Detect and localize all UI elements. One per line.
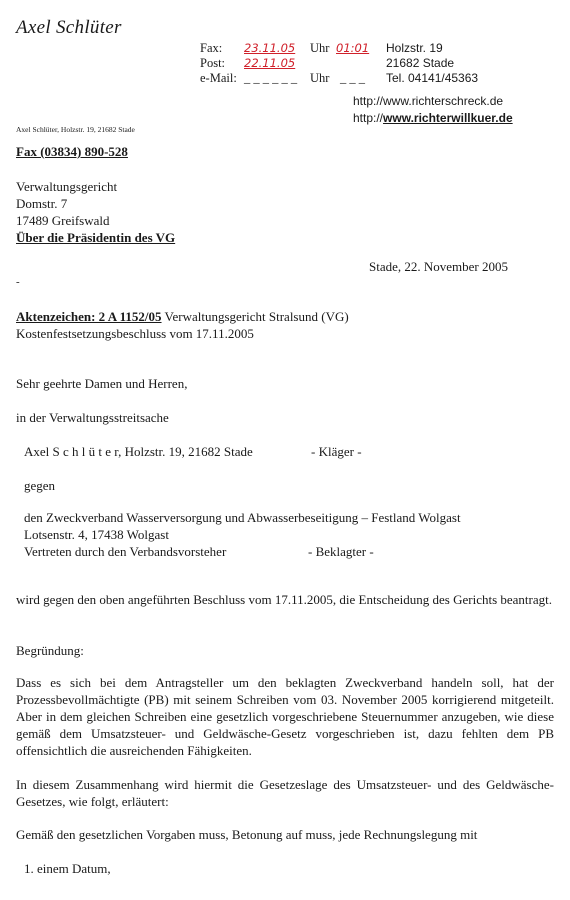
reasons-paragraph-3: Gemäß den gesetzlichen Vorgaben muss, Betonung auf muss, jede Rechnungslegung mit	[16, 827, 478, 842]
contact-block	[200, 41, 520, 86]
email-row	[200, 71, 520, 86]
phone: Tel. 04141/45363	[386, 71, 479, 85]
recipient-line-3: 17489 Greifswald	[16, 213, 110, 228]
court-name: Verwaltungsgericht Stralsund (VG)	[161, 309, 349, 324]
fax-handwritten-date: 23.11.05	[244, 41, 296, 55]
post-row	[200, 56, 520, 71]
subject-line-2: Kostenfestsetzungsbeschluss vom 17.11.2005	[16, 326, 254, 341]
defendant-tag: - Beklagter -	[308, 544, 374, 559]
email-blank-date: _ _ _ _ _ _	[244, 71, 298, 85]
plaintiff-tag: - Kläger -	[311, 444, 362, 459]
subject-line-1	[16, 308, 349, 325]
return-address: Axel Schlüter, Holzstr. 19, 21682 Stade	[16, 125, 135, 134]
defendant-line-1: den Zweckverband Wasserversorgung und Abwasserbeseitigung – Festland Wolgast	[24, 510, 461, 525]
fax-handwritten-time: 01:01	[336, 41, 370, 55]
recipient-line-4: Über die Präsidentin des VG	[16, 230, 176, 245]
plaintiff-name: Axel S c h l ü t e r, Holzstr. 19, 21682 Stade	[24, 444, 253, 459]
salutation: Sehr geehrte Damen und Herren,	[16, 376, 188, 391]
city: 21682 Stade	[386, 56, 455, 70]
reasons-paragraph-1: Dass es sich bei dem Antragsteller um den beklagten Zweckverband handeln soll, hat der Prozessbevollmächtigte (PB) mit seinem Schreiben vom 03. November 2005 korrigierend mitgeteilt. Aber in dem gleichen Schreiben eine gesetzlich vorgeschriebene Steuernummer anzugeben, wie diese gemäß dem Umsatzsteuer- und Geldwäsche-Gesetz vorgeschrieben ist, dazu fehlten dem PB offensichtlich die ausreichenden Fähigkeiten.	[16, 675, 554, 758]
against-word: gegen	[24, 478, 56, 493]
place-date: Stade, 22. November 2005	[369, 259, 509, 274]
url2-prefix: http://	[353, 111, 384, 125]
fax-label: Fax:	[200, 41, 223, 55]
list-item-1: 1. einem Datum,	[24, 861, 111, 876]
website-link-2[interactable]	[353, 111, 513, 125]
sender-name: Axel Schlüter	[16, 17, 122, 38]
defendant-block	[24, 509, 554, 560]
email-blank-time: _ _ _	[340, 71, 365, 85]
post-handwritten-date: 22.11.05	[244, 56, 296, 70]
url2-domain: www.richterwillkuer.de	[383, 111, 513, 125]
email-label: e-Mail:	[200, 71, 237, 85]
fax-row	[200, 41, 520, 56]
reasons-paragraph-2: In diesem Zusammenhang wird hiermit die Gesetzeslage des Umsatzsteuer- und des Geldwäsche-Gesetzes, wie folgt, erläutert:	[16, 777, 554, 809]
website-link-1[interactable]: http://www.richterschreck.de	[353, 94, 504, 108]
fax-uhr-label: Uhr	[310, 41, 330, 55]
recipient-line-2: Domstr. 7	[16, 196, 68, 211]
recipient-address	[16, 178, 175, 246]
reasons-heading: Begründung:	[16, 643, 84, 658]
recipient-line-1: Verwaltungsgericht	[16, 179, 118, 194]
email-uhr-label: Uhr	[310, 71, 330, 85]
subject-block	[16, 308, 349, 342]
defendant-line-3: Vertreten durch den Verbandsvorsteher	[24, 544, 227, 559]
street: Holzstr. 19	[386, 41, 443, 55]
defendant-line-2: Lotsenstr. 4, 17438 Wolgast	[24, 527, 169, 542]
plaintiff-line	[24, 443, 544, 460]
defendant-line-3-row	[24, 543, 554, 560]
post-label: Post:	[200, 56, 226, 70]
separator-dash: -	[16, 276, 20, 288]
request-paragraph: wird gegen den oben angeführten Beschluss vom 17.11.2005, die Entscheidung des Gerichts beantragt.	[16, 592, 552, 607]
fax-number: Fax (03834) 890-528	[16, 144, 128, 159]
case-reference: Aktenzeichen: 2 A 1152/05	[16, 309, 162, 324]
intro-line: in der Verwaltungsstreitsache	[16, 410, 169, 425]
